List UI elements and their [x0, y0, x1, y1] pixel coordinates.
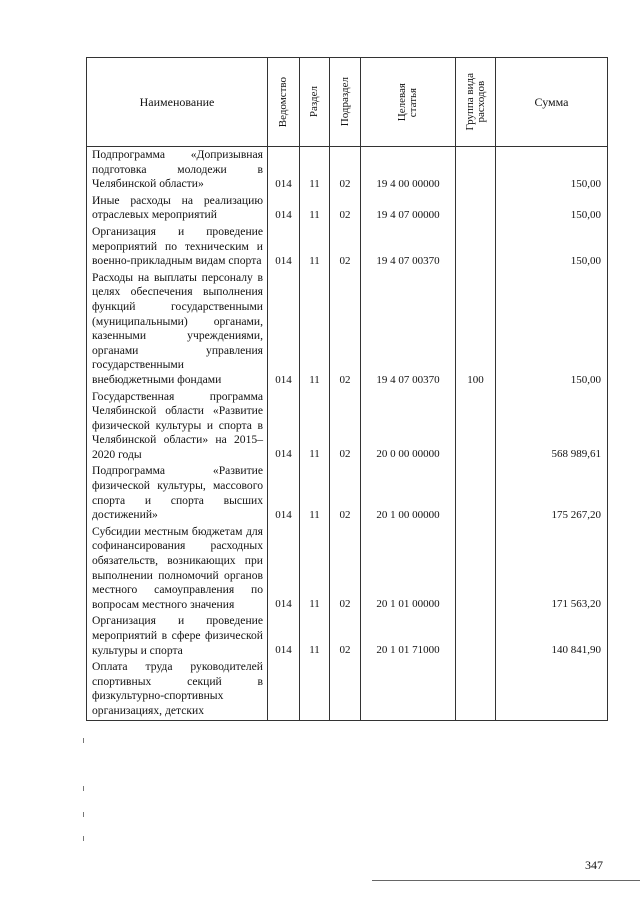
row-amount: 150,00: [496, 224, 608, 270]
row-subsection: 02: [330, 463, 361, 523]
margin-tick: [83, 812, 84, 817]
table-row: [87, 147, 608, 193]
row-department: 014: [268, 270, 300, 389]
header-target-article: Целевая статья: [361, 58, 456, 147]
row-target-article: 20 0 00 00000: [361, 389, 456, 464]
row-expense-group: [456, 224, 496, 270]
header-amount: Сумма: [496, 58, 608, 147]
row-department: 014: [268, 524, 300, 614]
header-name: Наименование: [87, 58, 268, 147]
table-row: [87, 389, 608, 464]
row-name: Подпрограмма «Развитие физической культуры, массового спорта и спорта высших достижений»: [87, 463, 268, 523]
row-name: Оплата труда руководителей спортивных секций в физкультурно-спортивных организациях, детских: [87, 659, 268, 720]
row-department: 014: [268, 224, 300, 270]
row-target-article: [361, 659, 456, 720]
row-amount: [496, 659, 608, 720]
table-row: [87, 613, 608, 659]
row-name: Субсидии местным бюджетам для софинансирования расходных обязательств, возникающих при выполнении полномочий органов местного самоуправления по вопросам местного значения: [87, 524, 268, 614]
row-section: 11: [300, 193, 330, 224]
row-amount: 150,00: [496, 270, 608, 389]
row-expense-group: [456, 613, 496, 659]
budget-table: [86, 57, 608, 721]
row-amount: 140 841,90: [496, 613, 608, 659]
row-name: Организация и проведение мероприятий в сфере физической культуры и спорта: [87, 613, 268, 659]
row-target-article: 20 1 00 00000: [361, 463, 456, 523]
header-section: Раздел: [300, 58, 330, 147]
row-name: Подпрограмма «Допризывная подготовка молодежи в Челябинской области»: [87, 147, 268, 193]
row-amount: 175 267,20: [496, 463, 608, 523]
row-target-article: 19 4 00 00000: [361, 147, 456, 193]
row-subsection: 02: [330, 524, 361, 614]
row-department: 014: [268, 193, 300, 224]
row-section: 11: [300, 270, 330, 389]
table-row: [87, 224, 608, 270]
row-target-article: 19 4 07 00370: [361, 224, 456, 270]
margin-tick: [83, 836, 84, 841]
row-section: 11: [300, 524, 330, 614]
table-row: [87, 659, 608, 720]
row-name: Организация и проведение мероприятий по техническим и военно-прикладным видам спорта: [87, 224, 268, 270]
margin-tick: [83, 738, 84, 743]
row-department: 014: [268, 147, 300, 193]
page-number: 347: [585, 858, 603, 872]
table-row: [87, 193, 608, 224]
row-target-article: 19 4 07 00000: [361, 193, 456, 224]
row-subsection: 02: [330, 224, 361, 270]
row-subsection: 02: [330, 613, 361, 659]
row-expense-group: [456, 659, 496, 720]
table-row: [87, 270, 608, 389]
row-subsection: 02: [330, 193, 361, 224]
row-department: 014: [268, 463, 300, 523]
header-expense-group: Группа вида расходов: [456, 58, 496, 147]
row-department: [268, 659, 300, 720]
row-name: Государственная программа Челябинской области «Развитие физической культуры и спорта в Челябинской области» на 2015–2020 годы: [87, 389, 268, 464]
margin-tick: [83, 786, 84, 791]
row-section: 11: [300, 389, 330, 464]
row-subsection: 02: [330, 147, 361, 193]
row-expense-group: [456, 463, 496, 523]
table-row: [87, 524, 608, 614]
row-amount: 171 563,20: [496, 524, 608, 614]
row-expense-group: 100: [456, 270, 496, 389]
row-name: Иные расходы на реализацию отраслевых мероприятий: [87, 193, 268, 224]
row-amount: 150,00: [496, 147, 608, 193]
row-amount: 150,00: [496, 193, 608, 224]
table-header: [87, 58, 608, 147]
row-expense-group: [456, 147, 496, 193]
header-department: Ведомство: [268, 58, 300, 147]
row-expense-group: [456, 193, 496, 224]
row-department: 014: [268, 389, 300, 464]
row-section: 11: [300, 147, 330, 193]
row-target-article: 20 1 01 71000: [361, 613, 456, 659]
row-section: [300, 659, 330, 720]
row-subsection: 02: [330, 270, 361, 389]
header-subsection: Подраздел: [330, 58, 361, 147]
table-row: [87, 463, 608, 523]
row-subsection: [330, 659, 361, 720]
row-name: Расходы на выплаты персоналу в целях обеспечения выполнения функций государственными (муниципальными) органами, казенными учреждениями, органами управления государственными внебюджетными фондами: [87, 270, 268, 389]
row-section: 11: [300, 613, 330, 659]
row-target-article: 20 1 01 00000: [361, 524, 456, 614]
row-section: 11: [300, 224, 330, 270]
footer-divider: [372, 880, 640, 881]
row-expense-group: [456, 389, 496, 464]
row-amount: 568 989,61: [496, 389, 608, 464]
row-expense-group: [456, 524, 496, 614]
row-target-article: 19 4 07 00370: [361, 270, 456, 389]
row-subsection: 02: [330, 389, 361, 464]
table-body: [87, 147, 608, 721]
row-section: 11: [300, 463, 330, 523]
row-department: 014: [268, 613, 300, 659]
